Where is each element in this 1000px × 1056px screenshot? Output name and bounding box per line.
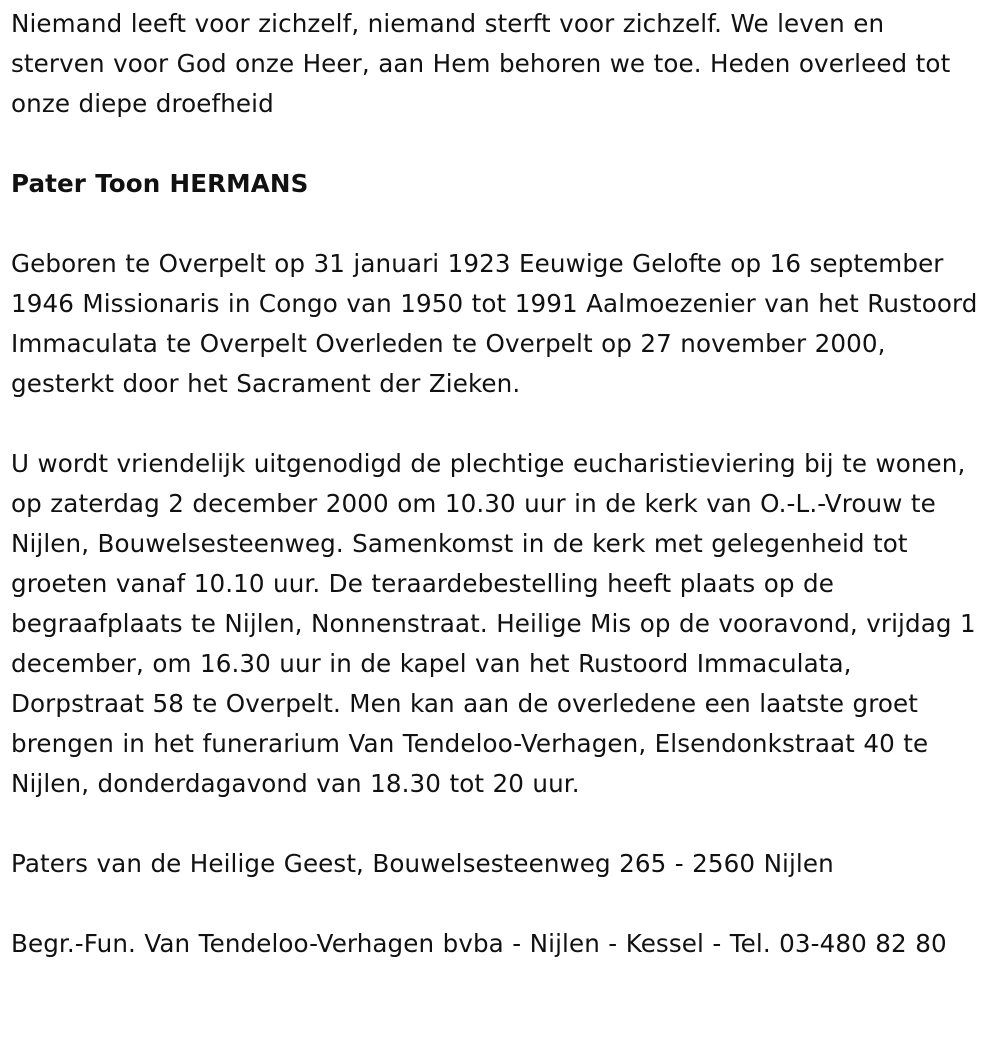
funeral-home-contact: Begr.-Fun. Van Tendeloo-Verhagen bvba - Nijlen - Kessel - Tel. 03-480 82 80 [11,929,947,958]
family-address: Paters van de Heilige Geest, Bouwelsesteenweg 265 - 2560 Nijlen [11,849,834,878]
deceased-name: Pater Toon HERMANS [11,169,309,198]
obituary-notice [11,4,986,964]
intro-paragraph: Niemand leeft voor zichzelf, niemand sterft voor zichzelf. We leven en sterven voor God onze Heer, aan Hem behoren we toe. Heden overleed tot onze diepe droefheid [11,9,951,118]
service-details-paragraph: U wordt vriendelijk uitgenodigd de plechtige eucharistieviering bij te wonen, op zaterdag 2 december 2000 om 10.30 uur in de kerk van O.-L.-Vrouw te Nijlen, Bouwelsesteenweg. Samenkomst in de kerk met gelegenheid tot groeten vanaf 10.10 uur. De teraardebestelling heeft plaats op de begraafplaats te Nijlen, Nonnenstraat. Heilige Mis op de vooravond, vrijdag 1 december, om 16.30 uur in de kapel van het Rustoord Immaculata, Dorpstraat 58 te Overpelt. Men kan aan de overledene een laatste groet brengen in het funerarium Van Tendeloo-Verhagen, Elsendonkstraat 40 te Nijlen, donderdagavond van 18.30 tot 20 uur. [11,449,976,798]
biography-paragraph: Geboren te Overpelt op 31 januari 1923 Eeuwige Gelofte op 16 september 1946 Missionaris in Congo van 1950 tot 1991 Aalmoezenier van het Rustoord Immaculata te Overpelt Overleden te Overpelt op 27 november 2000, gesterkt door het Sacrament der Zieken. [11,249,978,398]
